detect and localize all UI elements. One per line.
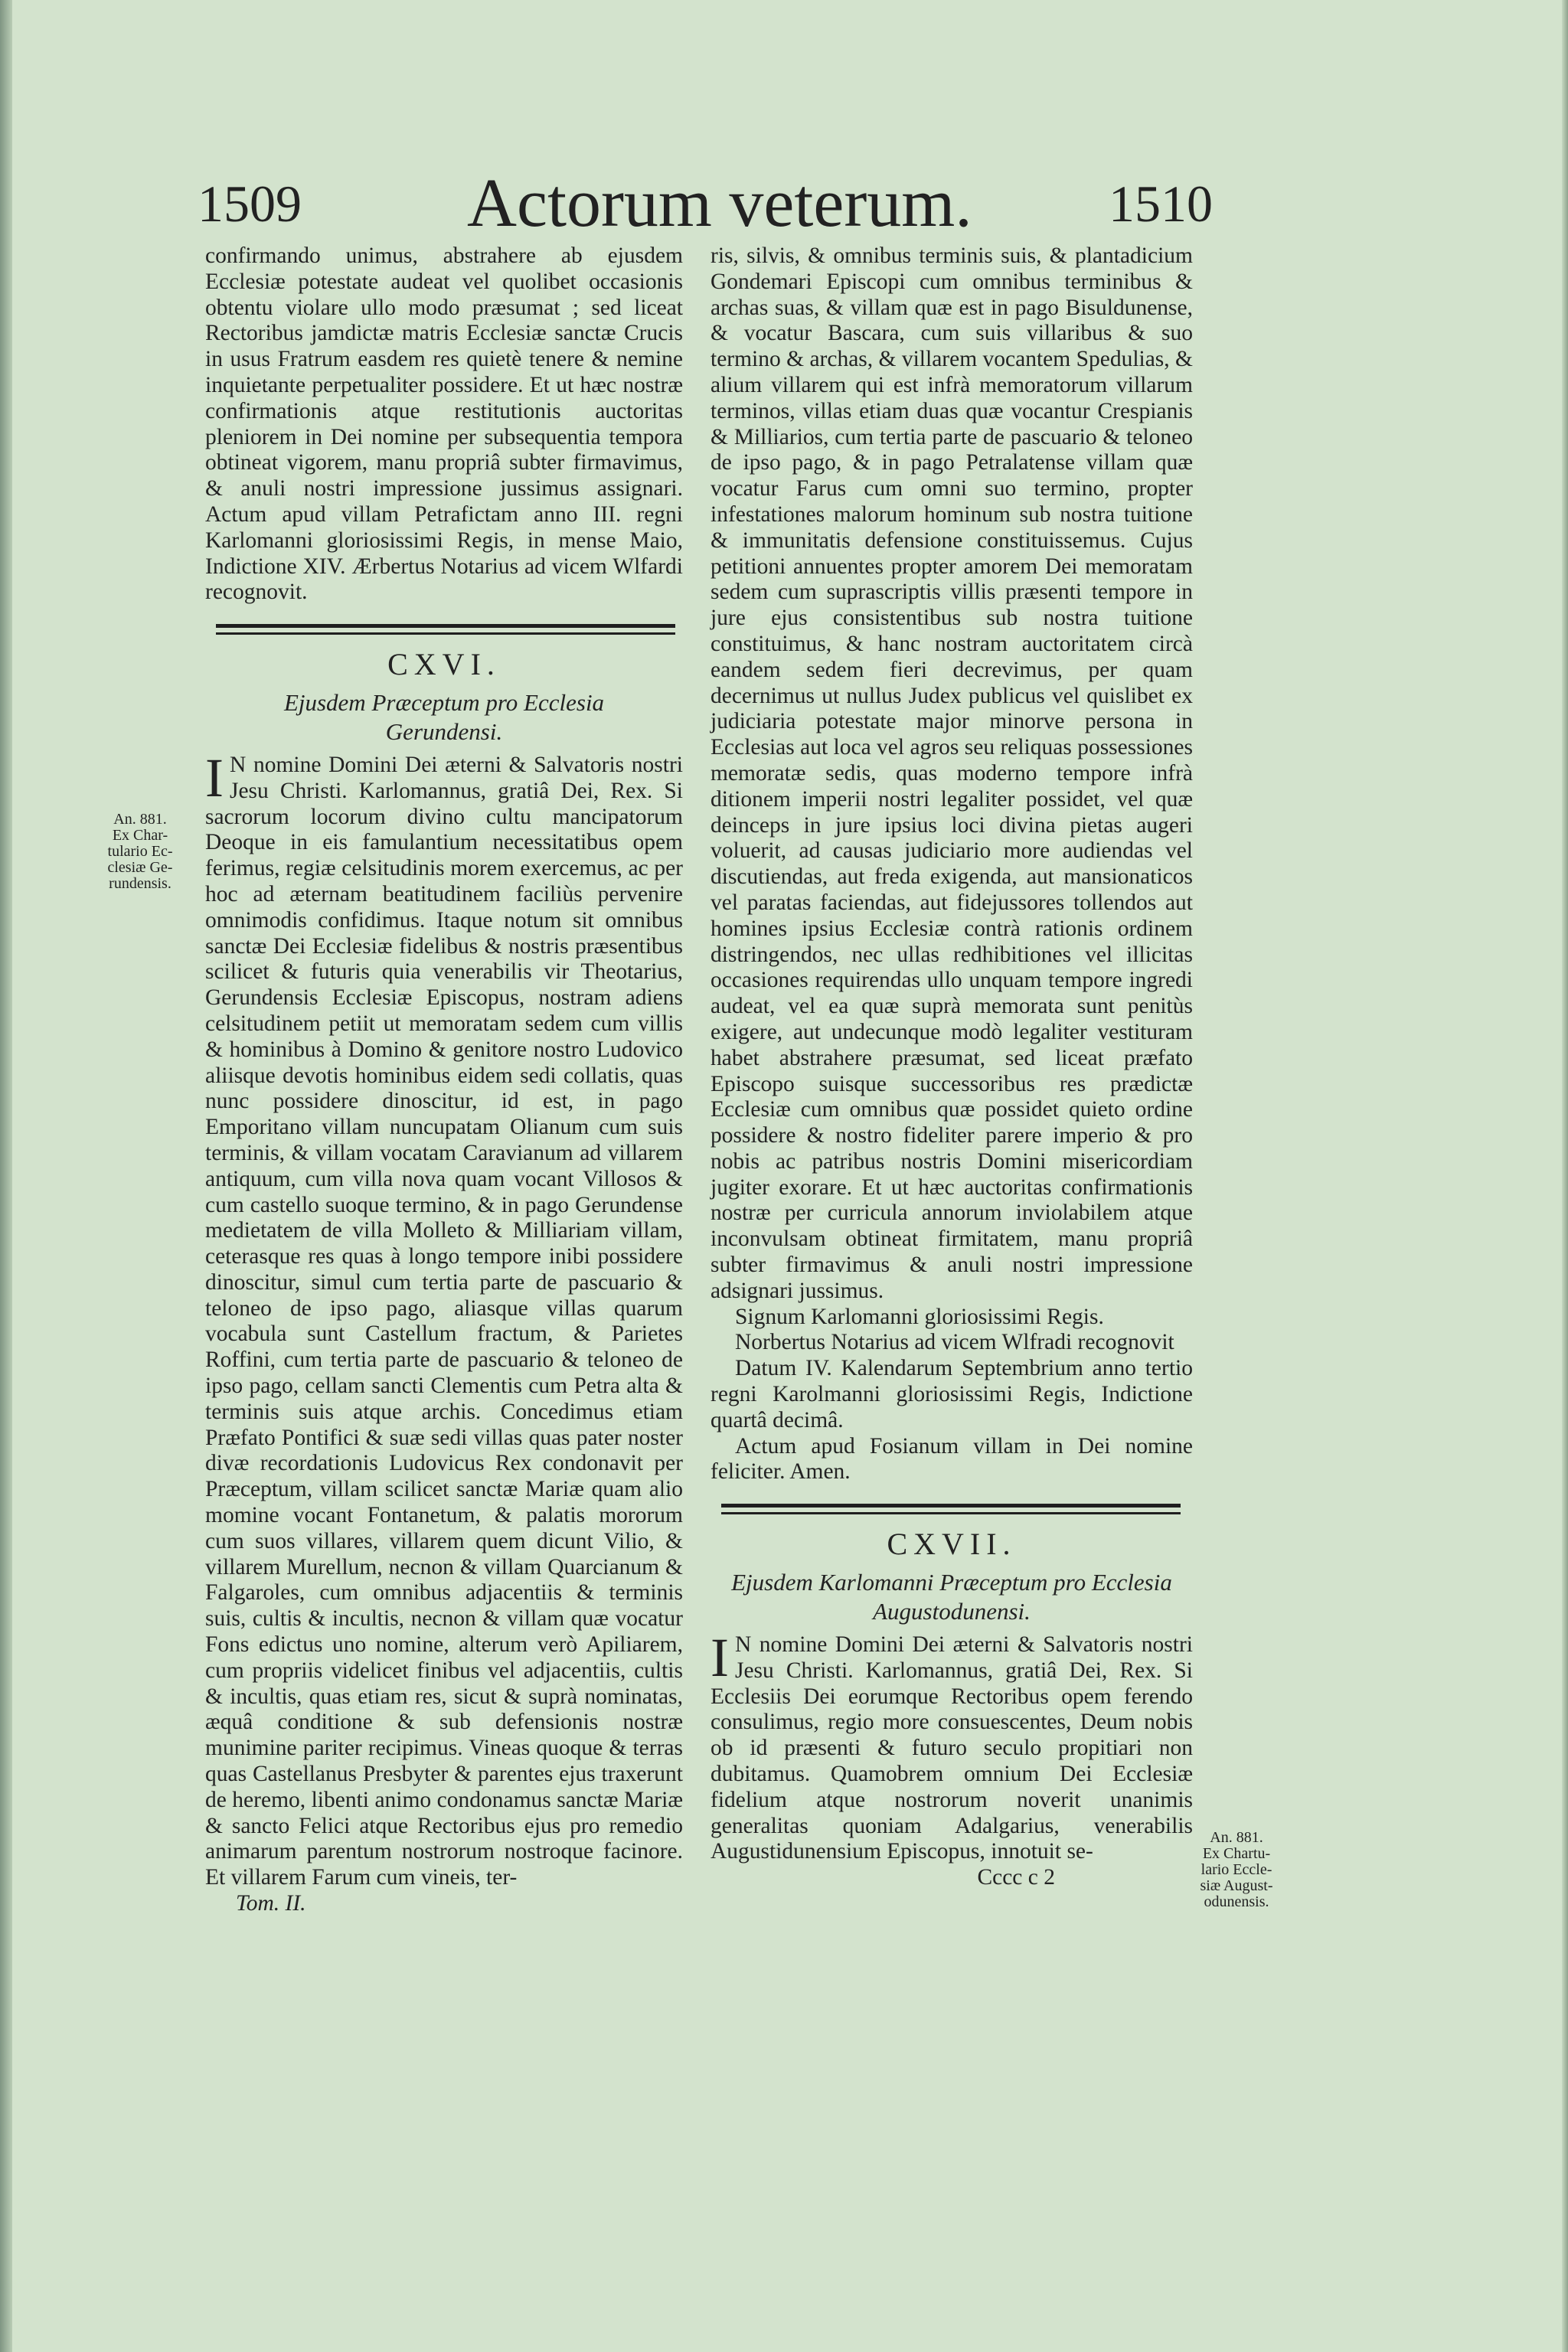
section-heading: Ejusdem Præceptum pro Ecclesia Gerundensi.	[283, 688, 605, 745]
section-divider-right	[721, 1504, 1181, 1514]
continued-text: confirmando unimus, abstrahere ab ejusdem Ecclesiæ potestate audeat vel quolibet occasionis obtentu violare ullo modo præsumat ; sed liceat Rectoribus jamdictæ matris Ecclesiæ sanctæ Crucis in usus Fratrum easdem res quietè tenere & nemine inquietante perpetualiter possidere. Et ut hæc nostræ confirmationis atque restitutionis auctoritas pleniorem in Dei nomine per subsequentia tempora obtineat vigorem, manu propriâ subter firmavimus, & anuli nostri impressione jussimus assignari. Actum apud villam Petrafictam anno III. regni Karlomanni gloriosissimi Regis, in mense Maio, Indictione XIV. Ærbertus Notarius ad vicem Wlfardi recognovit.	[205, 243, 683, 605]
margin-note-left: An. 881. Ex Char- tulario Ec- clesiæ Ge-rundensis.	[107, 811, 173, 892]
left-column	[205, 243, 683, 1917]
section-divider	[216, 624, 675, 635]
page-number-right: 1510	[1109, 175, 1213, 233]
section-number: CXVI.	[387, 647, 501, 682]
page-number-left: 1509	[198, 175, 302, 233]
signature-mark: Tom. II.	[236, 1891, 306, 1916]
drop-cap: I	[205, 746, 224, 808]
page-edge	[1562, 0, 1568, 2352]
page-binding	[0, 0, 12, 2352]
running-title: Actorum veterum.	[467, 165, 972, 241]
date-line: Datum IV. Kalendarum Septembrium anno tertio regni Karolmanni gloriosissimi Regis, Indictione quartâ decimâ.	[710, 1356, 1193, 1432]
notary-line: Norbertus Notarius ad vicem Wlfradi recognovit	[735, 1330, 1174, 1355]
signature-mark-right: Cccc c 2	[977, 1865, 1055, 1890]
right-column	[710, 243, 1193, 1891]
drop-cap-right: I	[710, 1627, 729, 1689]
section-body: I N nomine Domini Dei æterni & Salvatoris nostri Jesu Christi. Karlomannus, gratiâ Dei, Rex. Si sacrorum locorum divino cultu mancipatorum Deoque in eis famulantium necessitatibus opem ferimus, regiæ celsitudinis morem exercemus, ac per hoc ad æternam beatitudinem faciliùs pervenire omnimodis confidimus. Itaque notum sit omnibus sanctæ Dei Ecclesiæ fidelibus & nostris præsentibus scilicet & futuris quia venerabilis vir Theotarius, Gerundensis Ecclesiæ Episcopus, nostram adiens celsitudinem petiit ut memoratam sedem cum villis & hominibus à Domino & genitore nostro Ludovico aliisque devotis hominibus eidem sedi collatis, quas nunc possidere dinoscitur, id est, in pago Emporitano villam nuncupatam Olianum cum suis terminis, & villam vocatam Caravianum ad villarem antiquum, cum villa nova quam vocant Villosos & cum castello suoque termino, & in pago Gerundense medietatem de villa Molleto & Milliariam villam, ceterasque res quas à longo tempore inibi possidere dinoscitur, simul cum tertia parte de pascuario & teloneo de ipso pago, aliasque villas quarum vocabula sunt Castellum fractum, & Parietes Roffini, cum tertia parte de pascuario & teloneo de ipso pago, cellam sancti Clementis cum Petra alta & terminis suis atque archis. Concedimus etiam Præfato Pontifici & suæ sedi villas quas pater noster divæ recordationis Ludovicus Rex condonavit per Præceptum, villam scilicet sanctæ Mariæ quam alio momine vocant Fontanetum, & palatis mororum cum suos villares, villarem quem dicunt Vilio, & villarem Murellum, necnon & villam Quarcianum & Falgaroles, cum omnibus adjacentiis & terminis suis, cultis & incultis, necnon & villam quæ vocatur Fons edictus uno nomine, alterum verò Apiliarem, cum propriis videlicet finibus vel adjacentiis, cultis & incultis, quas etiam res, sicut & suprà nominatas, æquâ conditione & sub defensionis nostræ munimine pariter recipimus. Vineas quoque & terras quas Castellanus Presbyter & parentes ejus traxerunt de heremo, libenti animo condonamus sanctæ Mariæ & sancto Felici atque Rectoribus ejus pro remedio animarum parentum nostrorum nostroque facinore. Et villarem Farum cum vineis, ter-	[205, 746, 683, 1890]
signum-line: Signum Karlomanni gloriosissimi Regis.	[735, 1304, 1104, 1329]
place-line: Actum apud Fosianum villam in Dei nomine feliciter. Amen.	[710, 1433, 1193, 1485]
section-body-right: I N nomine Domini Dei æterni & Salvatoris nostri Jesu Christi. Karlomannus, gratiâ Dei, Rex. Si Ecclesiis Dei eorumque Rectoribus opem ferendo consulimus, regio more consuescentes, Deum nobis ob id præsenti & futuro seculo propitiari non dubitamus. Quamobrem omnium Dei Ecclesiæ fidelium atque nostrorum noverit unanimis generalitas quoniam Adalgarius, venerabilis Augustidunensium Episcopus, innotuit se-	[710, 1627, 1193, 1864]
section-heading-right: Ejusdem Karlomanni Præceptum pro Ecclesia Augustodunensi.	[731, 1569, 1172, 1625]
margin-note-right: An. 881. Ex Chartu- lario Eccle- siæ August- odunensis.	[1200, 1829, 1273, 1910]
continued-text-right: ris, silvis, & omnibus terminis suis, & plantadicium Gondemari Episcopi cum omnibus terminibus & archas suas, & villam quæ est in pago Bisuldunense, & vocatur Bascara, cum suis villaribus & suo termino & archas, & villarem vocantem Spedulias, & alium villarem qui est infrà memoratorum villarum terminos, villas etiam duas quæ vocantur Crespianis & Milliarios, cum tertia parte de pascuario & teloneo de ipso pago, & in pago Petralatense villam quæ vocatur Farus cum omni suo termino, propter infestationes malorum hominum sub nostra tuitione & immunitatis defensione constituissemus. Cujus petitioni annuentes propter amorem Dei memoratam sedem cum suprascriptis villis præsenti tempore in jure ejus consistentibus sub nostra tuitione constituimus, & hanc nostram auctoritatem circà eandem sedem fieri decrevimus, per quam decernimus ut nullus Judex publicus vel quislibet ex judiciaria potestate major minorve persona in Ecclesias aut loca vel agros seu reliquas possessiones memoratæ sedis, quas moderno tempore infrà ditionem imperii nostri legaliter possidet, vel quæ deinceps in jure ipsius loci divina pietas augeri voluerit, ad causas judiciario more audiendas vel discutiendas, aut freda exigenda, aut mansionaticos vel paratas faciendas, aut fidejussores tollendos aut homines ipsius Ecclesiæ contrà rationis ordinem distringendos, nec ullas redhibitiones vel illicitas occasiones requirendas ullo unquam tempore ingredi audeat, vel ea quæ suprà memorata sunt penitùs exigere, aut undecunque modò legaliter vestituram habet abstrahere præsumat, sed liceat præfato Episcopo suisque successoribus res prædictæ Ecclesiæ cum omnibus quæ possidet quieto ordine possidere & nostro fideliter parere imperio & pro nobis ac patribus nostris Domini misericordiam jugiter exorare. Et ut hæc auctoritas confirmationis nostræ per curricula annorum inviolabilem atque inconvulsam obtineat firmitatem, manu propriâ subter firmavimus & anuli nostri impressione adsignari jussimus.	[710, 243, 1193, 1303]
section-number-right: CXVII.	[887, 1527, 1017, 1562]
